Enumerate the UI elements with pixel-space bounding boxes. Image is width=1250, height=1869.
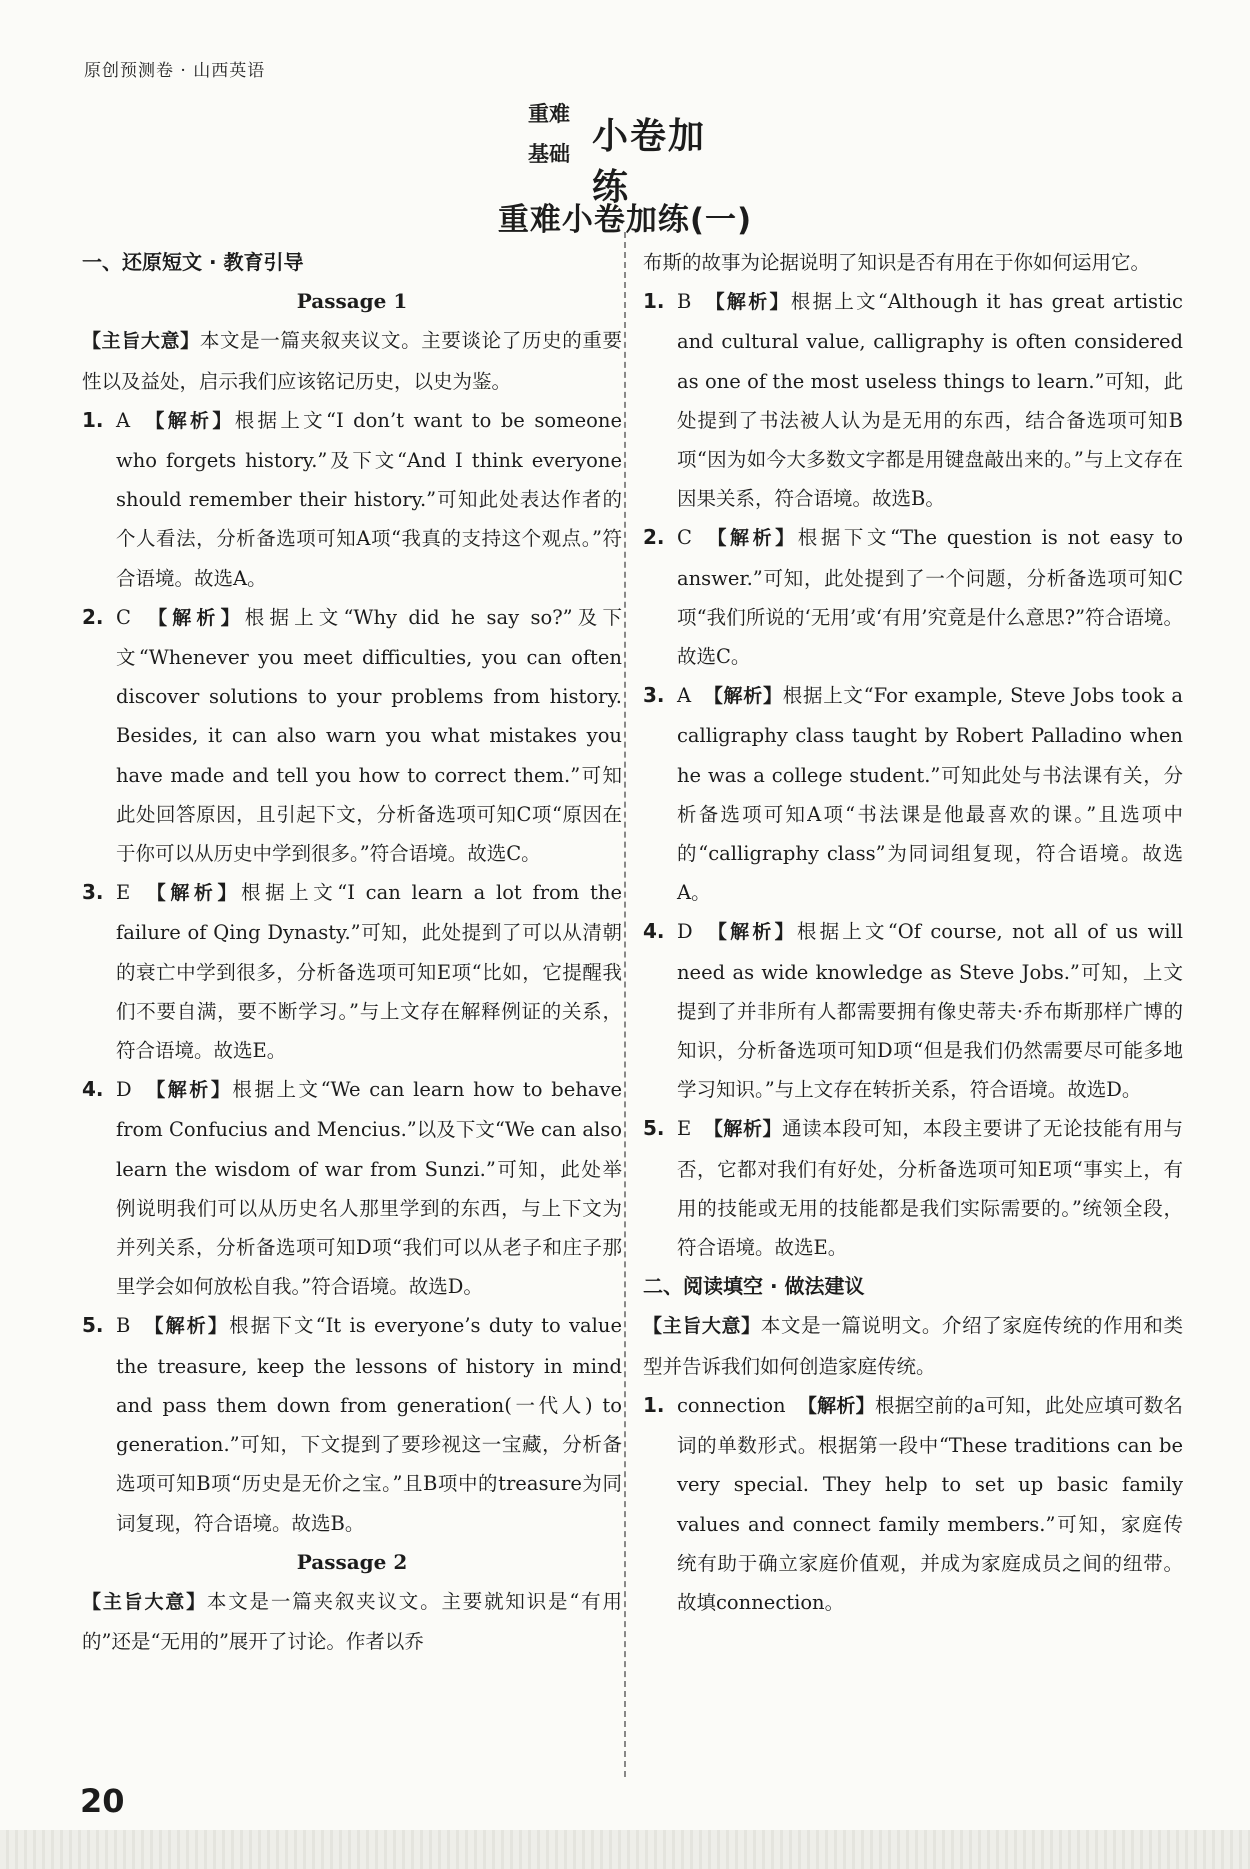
answer-item <box>82 1306 622 1542</box>
section-heading: 二、阅读填空 · 做法建议 <box>643 1274 865 1299</box>
section-logo <box>528 94 738 208</box>
item-text: 根据上文“I don’t want to be someone who forgets history.”及下文“And I think everyone should remember their history.”可知此处表达作者的个人看法，分析备选项可知A项“我真的支持这个观点。”符合语境。故选A。 <box>116 408 622 590</box>
item-number: 2. <box>82 604 104 629</box>
analysis-tag: 【解析】 <box>703 527 798 550</box>
answer-item <box>82 401 622 598</box>
item-answer: A <box>677 684 692 708</box>
answer-item <box>643 1109 1183 1267</box>
running-header: 原创预测卷 · 山西英语 <box>84 61 266 81</box>
item-number: 5. <box>643 1116 665 1141</box>
item-answer: B <box>677 290 692 314</box>
answer-item <box>643 676 1183 912</box>
item-answer: E <box>116 881 131 905</box>
summary-paragraph <box>643 1306 1183 1385</box>
item-text: 根据上文“Although it has great artistic and cultural value, calligraphy is often considered as one of the most useless things to learn.”可知，此处提到了书法被人认为是无用的东西，结合备选项可知B项“因为如今大多数文字都是用键盘敲出来的。”与上文存在因果关系，符合语境。故选B。 <box>677 290 1183 511</box>
analysis-tag: 【解析】 <box>142 1315 230 1338</box>
item-answer: B <box>116 1314 131 1338</box>
column-divider <box>624 232 626 1777</box>
answer-item <box>643 912 1183 1109</box>
item-body <box>116 401 622 598</box>
item-answer: D <box>116 1078 132 1102</box>
item-answer: E <box>677 1117 692 1141</box>
item-body <box>677 1386 1183 1622</box>
item-body <box>116 1306 622 1542</box>
item-text: 根据空前的a可知，此处应填可数名词的单数形式。根据第一段中“These traditions can be very special. They help to set up basic family values and connect family members.”可知，家庭传统有助于确立家庭价值观，并成为家庭成员之间的纽带。故填connection。 <box>677 1393 1183 1614</box>
logo-top-text: 重难 <box>528 102 570 126</box>
item-body <box>677 912 1183 1109</box>
summary-paragraph <box>82 1582 622 1661</box>
analysis-tag: 【解析】 <box>142 606 245 629</box>
answer-item <box>643 518 1183 676</box>
item-text: 根据上文“Why did he say so?”及下文“Whenever you meet difficulties, you can often discover solutions to your problems from history. Besides, it can also warn you what mistakes you have made and tell you how to correct them.”可知此处回答原因，且引起下文，分析备选项可知C项“原因在于你可以从历史中学到很多。”符合语境。故选C。 <box>116 605 622 866</box>
analysis-tag: 【解析】 <box>703 1118 783 1141</box>
passage-heading: Passage 2 <box>296 1549 408 1574</box>
item-text: 根据上文“I can learn a lot from the failure of Qing Dynasty.”可知，此处提到了可以从清朝的衰亡中学到很多，分析备选项可知E项“比如，它提醒我们不要自满，要不断学习。”与上文存在解释例证的关系，符合语境。故选E。 <box>116 881 622 1063</box>
item-number: 3. <box>82 880 104 905</box>
analysis-tag: 【解析】 <box>704 921 797 944</box>
summary-text: 本文是一篇说明文。介绍了家庭传统的作用和类型并告诉我们如何创造家庭传统。 <box>643 1314 1183 1378</box>
item-number: 1. <box>82 407 104 432</box>
item-answer: C <box>116 605 131 629</box>
continued-paragraph: 布斯的故事为论据说明了知识是否有用在于你如何运用它。 <box>643 251 1151 274</box>
analysis-tag: 【解析】 <box>703 685 783 708</box>
summary-tag: 【主旨大意】 <box>643 1315 761 1338</box>
item-number: 4. <box>643 919 665 944</box>
item-number: 2. <box>643 525 665 550</box>
summary-tag: 【主旨大意】 <box>82 330 200 353</box>
item-body <box>677 282 1183 518</box>
answer-item <box>643 1386 1183 1622</box>
item-body <box>116 873 622 1070</box>
logo-stack <box>528 94 586 174</box>
summary-tag: 【主旨大意】 <box>82 1590 207 1613</box>
analysis-tag: 【解析】 <box>143 1079 233 1102</box>
item-number: 4. <box>82 1077 104 1102</box>
item-number: 1. <box>643 289 665 314</box>
item-answer: connection <box>677 1393 786 1417</box>
answer-item <box>82 873 622 1070</box>
analysis-tag: 【解析】 <box>142 882 242 905</box>
item-answer: D <box>677 920 693 944</box>
item-number: 3. <box>643 683 665 708</box>
item-text: 根据上文“We can learn how to behave from Confucius and Mencius.”以及下文“We can also learn the wisdom of war from Sunzi.”可知，此处举例说明我们可以从历史名人那里学到的东西，与上下文为并列关系，分析备选项可知D项“我们可以从老子和庄子那里学会如何放松自我。”符合语境。故选D。 <box>116 1078 622 1299</box>
item-body <box>116 598 622 873</box>
item-answer: C <box>677 526 692 550</box>
item-text: 通读本段可知，本段主要讲了无论技能有用与否，它都对我们有好处，分析备选项可知E项“事实上，有用的技能或无用的技能都是我们实际需要的。”统领全段，符合语境。故选E。 <box>677 1117 1183 1260</box>
analysis-tag: 【解析】 <box>703 291 791 314</box>
item-number: 5. <box>82 1313 104 1338</box>
item-text: 根据上文“Of course, not all of us will need as wide knowledge as Steve Jobs.”可知，上文提到了并非所有人都需要拥有像史蒂夫·乔布斯那样广博的知识，分析备选项可知D项“但是我们仍然需要尽可能多地学习知识。”与上文存在转折关系，符合语境。故选D。 <box>677 920 1183 1102</box>
section-heading: 一、还原短文 · 教育引导 <box>82 250 304 274</box>
item-text: 根据下文“It is everyone’s duty to value the treasure, keep the lessons of history in mind and pass them down from generation(一代人) to generation.”可知，下文提到了要珍视这一宝藏，分析备选项可知B项“历史是无价之宝。”且B项中的treasure为同词复现，符合语境。故选B。 <box>116 1314 622 1535</box>
footer-band <box>0 1830 1250 1869</box>
item-body <box>116 1070 622 1306</box>
item-body <box>677 1109 1183 1267</box>
item-body <box>677 518 1183 676</box>
item-body <box>677 676 1183 912</box>
logo-big-text: 小卷加练 <box>592 116 707 208</box>
item-answer: A <box>116 408 131 432</box>
page-number: 20 <box>80 1782 125 1820</box>
item-text: 根据下文“The question is not easy to answer.”可知，此处提到了一个问题，分析备选项可知C项“我们所说的‘无用’或‘有用’究竟是什么意思?”符合语境。故选C。 <box>677 526 1183 669</box>
summary-text: 本文是一篇夹叙夹议文。主要谈论了历史的重要性以及益处，启示我们应该铭记历史，以史为鉴。 <box>82 329 622 393</box>
analysis-tag: 【解析】 <box>142 409 235 432</box>
item-number: 1. <box>643 1392 665 1417</box>
answer-item <box>643 282 1183 518</box>
passage-heading: Passage 1 <box>296 289 408 314</box>
left-column <box>82 243 622 1773</box>
answer-item <box>82 1070 622 1306</box>
analysis-tag: 【解析】 <box>797 1394 875 1417</box>
item-text: 根据上文“For example, Steve Jobs took a calligraphy class taught by Robert Palladino when he was a college student.”可知此处与书法课有关，分析备选项可知A项“书法课是他最喜欢的课。”且选项中的“calligraphy class”为同词组复现，符合语境。故选A。 <box>677 684 1183 905</box>
summary-text: 本文是一篇夹叙夹议文。主要就知识是“有用的”还是“无用的”展开了讨论。作者以乔 <box>82 1589 622 1654</box>
answer-item <box>82 598 622 873</box>
page-title: 重难小卷加练(一) <box>497 202 753 238</box>
right-column <box>643 243 1183 1773</box>
summary-paragraph <box>82 321 622 400</box>
logo-bottom-text: 基础 <box>528 142 570 166</box>
